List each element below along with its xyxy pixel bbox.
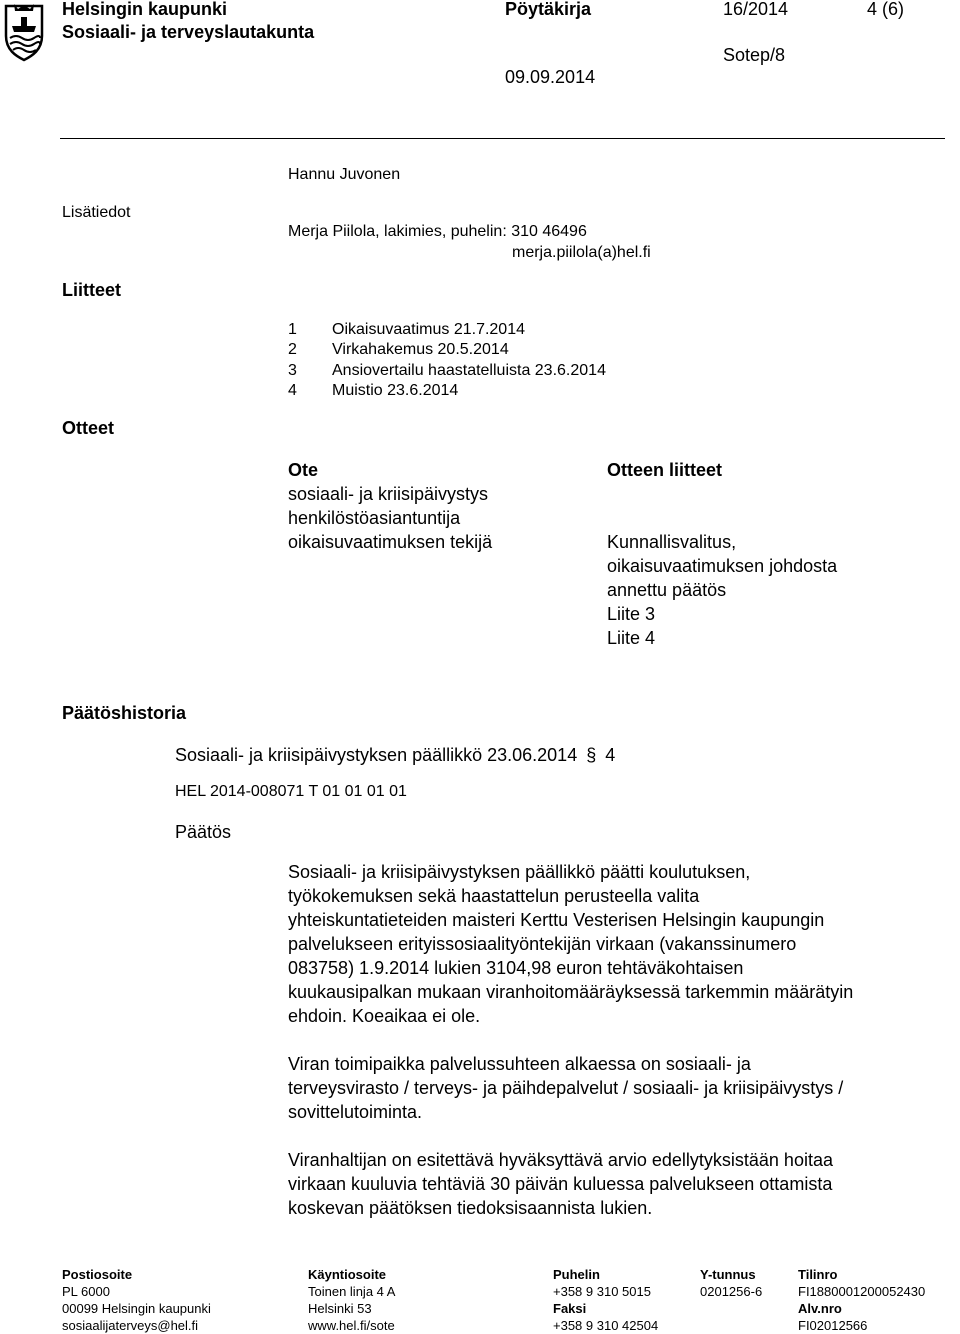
lisatiedot-label: Lisätiedot: [62, 204, 131, 221]
footer-line: 0201256-6: [700, 1284, 763, 1299]
otteen-liite-line: annettu päätös: [607, 580, 727, 600]
section-sign: §: [586, 745, 597, 765]
otteen-liite-line: Liite 3: [607, 604, 656, 624]
attachment-text: Oikaisuvaatimus 21.7.2014: [332, 321, 525, 338]
minutes-number: 16/2014: [723, 0, 789, 19]
footer-account: [798, 1266, 925, 1334]
otteen-liite-line: Liite 4: [607, 628, 656, 648]
paragraph-line: terveysvirasto / terveys- ja päihdepalvelut / sosiaali- ja kriisipäivystys /: [288, 1078, 844, 1098]
section-ref: Sotep/8: [723, 45, 786, 65]
footer-line: +358 9 310 5015: [553, 1284, 651, 1299]
footer-heading: Faksi: [553, 1301, 587, 1316]
paragraph-line: Viranhaltijan on esitettävä hyväksyttävä arvio edellytyksistään hoitaa: [288, 1150, 833, 1170]
attachment-text: Muistio 23.6.2014: [332, 382, 459, 399]
helsinki-crest-logo: [2, 2, 46, 62]
contact-email: merja.piilola(a)hel.fi: [512, 244, 651, 261]
footer-postal: [62, 1266, 211, 1334]
footer-line: Toinen linja 4 A: [308, 1284, 396, 1299]
paragraph-line: kuukausipalkan mukaan viranhoitomääräyksessä tarkemmin määrätyin: [288, 982, 854, 1002]
ote-recipient: henkilöstöasiantuntija: [288, 508, 461, 528]
footer-line: 00099 Helsingin kaupunki: [62, 1301, 211, 1316]
presenter-name: Hannu Juvonen: [288, 166, 401, 183]
otteen-liite-line: oikaisuvaatimuksen johdosta: [607, 556, 838, 576]
footer-line: +358 9 310 42504: [553, 1318, 659, 1333]
case-id: HEL 2014-008071 T 01 01 01 01: [175, 783, 407, 800]
footer-heading: Postiosoite: [62, 1267, 133, 1282]
paragraph-line: Sosiaali- ja kriisipäivystyksen päällikkö päätti koulutuksen,: [288, 862, 751, 882]
footer-heading: Y-tunnus: [700, 1267, 756, 1282]
liitteet-label: Liitteet: [62, 280, 122, 300]
footer-email: sosiaalijaterveys@hel.fi: [62, 1318, 199, 1333]
attachment-text: Virkahakemus 20.5.2014: [332, 341, 509, 358]
otteen-liite-line: Kunnallisvalitus,: [607, 532, 737, 552]
contact-line: Merja Piilola, lakimies, puhelin: 310 46496: [288, 223, 587, 240]
health-paragraph: [288, 1148, 948, 1220]
footer-line: FI1880001200052430: [798, 1284, 926, 1299]
footer-website: www.hel.fi/sote: [308, 1318, 395, 1333]
attachment-text: Ansiovertailu haastatelluista 23.6.2014: [332, 362, 606, 379]
history-label: Päätöshistoria: [62, 703, 187, 723]
doc-type: Pöytäkirja: [505, 0, 592, 19]
ote-recipient: sosiaali- ja kriisipäivystys: [288, 484, 489, 504]
section-number: 4: [605, 745, 616, 765]
board-name: Sosiaali- ja terveyslautakunta: [62, 22, 315, 42]
footer-line: Helsinki 53: [308, 1301, 372, 1316]
attachment-num: 3: [288, 362, 297, 379]
attachment-num: 2: [288, 341, 297, 358]
paragraph-line: yhteiskuntatieteiden maisteri Kerttu Vesterisen Helsingin kaupungin: [288, 910, 825, 930]
workplace-paragraph: [288, 1052, 948, 1124]
decision-paragraph: [288, 860, 948, 1028]
footer-heading: Käyntiosoite: [308, 1267, 387, 1282]
ote-recipient: oikaisuvaatimuksen tekijä: [288, 532, 493, 552]
attachment-num: 1: [288, 321, 297, 338]
history-title-text: Sosiaali- ja kriisipäivystyksen päällikkö 23.06.2014: [175, 745, 578, 765]
footer-business-id: [700, 1266, 762, 1300]
attachment-num: 4: [288, 382, 297, 399]
org-name: Helsingin kaupunki: [62, 0, 228, 19]
paragraph-line: koskevan päätöksen tiedoksisaannista lukien.: [288, 1198, 653, 1218]
otteet-label: Otteet: [62, 418, 115, 438]
otteen-liitteet-heading: Otteen liitteet: [607, 460, 723, 480]
meeting-date: 09.09.2014: [505, 67, 596, 87]
paragraph-line: ehdoin. Koeaikaa ei ole.: [288, 1006, 481, 1026]
footer-heading: Alv.nro: [798, 1301, 842, 1316]
decision-label: Päätös: [175, 822, 232, 842]
footer-heading: Tilinro: [798, 1267, 838, 1282]
paragraph-line: virkaan kuuluvia tehtäviä 30 päivän kuluessa palvelukseen ottamista: [288, 1174, 833, 1194]
paragraph-line: työkokemuksen sekä haastattelun perusteella valita: [288, 886, 700, 906]
ote-heading: Ote: [288, 460, 319, 480]
footer-line: FI02012566: [798, 1318, 868, 1333]
history-title: [175, 743, 615, 767]
paragraph-line: palvelukseen erityissosiaalityöntekijän virkaan (vakanssinumero: [288, 934, 797, 954]
footer-phone: [553, 1266, 658, 1334]
paragraph-line: Viran toimipaikka palvelussuhteen alkaessa on sosiaali- ja: [288, 1054, 751, 1074]
paragraph-line: 083758) 1.9.2014 lukien 3104,98 euron tehtäväkohtaisen: [288, 958, 744, 978]
paragraph-line: sovittelutoiminta.: [288, 1102, 423, 1122]
footer-line: PL 6000: [62, 1284, 110, 1299]
page-number: 4 (6): [867, 0, 905, 19]
footer-heading: Puhelin: [553, 1267, 600, 1282]
header-divider: [60, 138, 945, 139]
footer-visit: [308, 1266, 395, 1334]
